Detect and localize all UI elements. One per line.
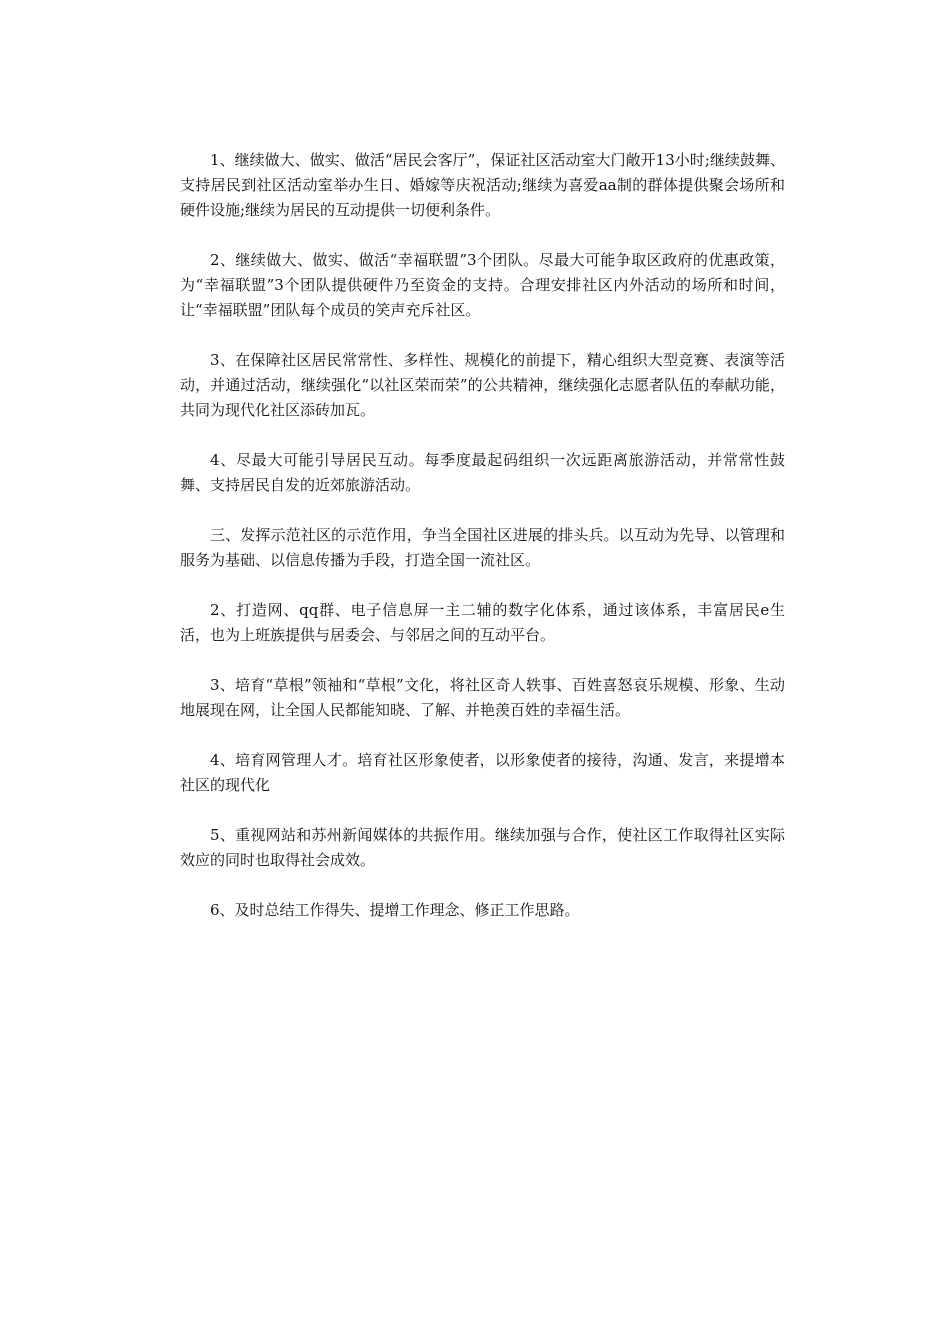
paragraph-2: 2、继续做大、做实、做活“幸福联盟”3个团队。尽最大可能争取区政府的优惠政策，为“幸福联盟”3个团队提供硬件乃至资金的支持。合理安排社区内外活动的场所和时间，让“幸福联盟”团队每个成员的笑声充斥社区。 xyxy=(180,251,785,319)
paragraph-1: 1、继续做大、做实、做活“居民会客厅”，保证社区活动室大门敞开13小时;继续鼓舞、支持居民到社区活动室举办生日、婚嫁等庆祝活动;继续为喜爱aa制的群体提供聚会场所和硬件设施;继续为居民的互动提供一切便利条件。 xyxy=(180,151,785,219)
paragraph-9: 5、重视网站和苏州新闻媒体的共振作用。继续加强与合作，使社区工作取得社区实际效应的同时也取得社会成效。 xyxy=(180,826,785,869)
paragraph-8: 4、培育网管理人才。培育社区形象使者，以形象使者的接待，沟通、发言，来提增本社区的现代化 xyxy=(180,751,785,794)
document-body xyxy=(180,148,785,948)
paragraph-3: 3、在保障社区居民常常性、多样性、规模化的前提下，精心组织大型竞赛、表演等活动，并通过活动，继续强化“以社区荣而荣”的公共精神，继续强化志愿者队伍的奉献功能，共同为现代化社区添砖加瓦。 xyxy=(180,351,785,419)
paragraph-5: 三、发挥示范社区的示范作用，争当全国社区进展的排头兵。以互动为先导、以管理和服务为基础、以信息传播为手段，打造全国一流社区。 xyxy=(180,526,785,569)
paragraph-10: 6、及时总结工作得失、提增工作理念、修正工作思路。 xyxy=(210,901,580,919)
paragraph-7: 3、培育“草根”领袖和“草根”文化，将社区奇人轶事、百姓喜怒哀乐规模、形象、生动地展现在网，让全国人民都能知晓、了解、并艳羡百姓的幸福生活。 xyxy=(180,676,785,719)
paragraph-4: 4、尽最大可能引导居民互动。每季度最起码组织一次远距离旅游活动，并常常性鼓舞、支持居民自发的近郊旅游活动。 xyxy=(180,451,785,494)
paragraph-6: 2、打造网、qq群、电子信息屏一主二辅的数字化体系，通过该体系，丰富居民e生活，也为上班族提供与居委会、与邻居之间的互动平台。 xyxy=(180,601,785,644)
